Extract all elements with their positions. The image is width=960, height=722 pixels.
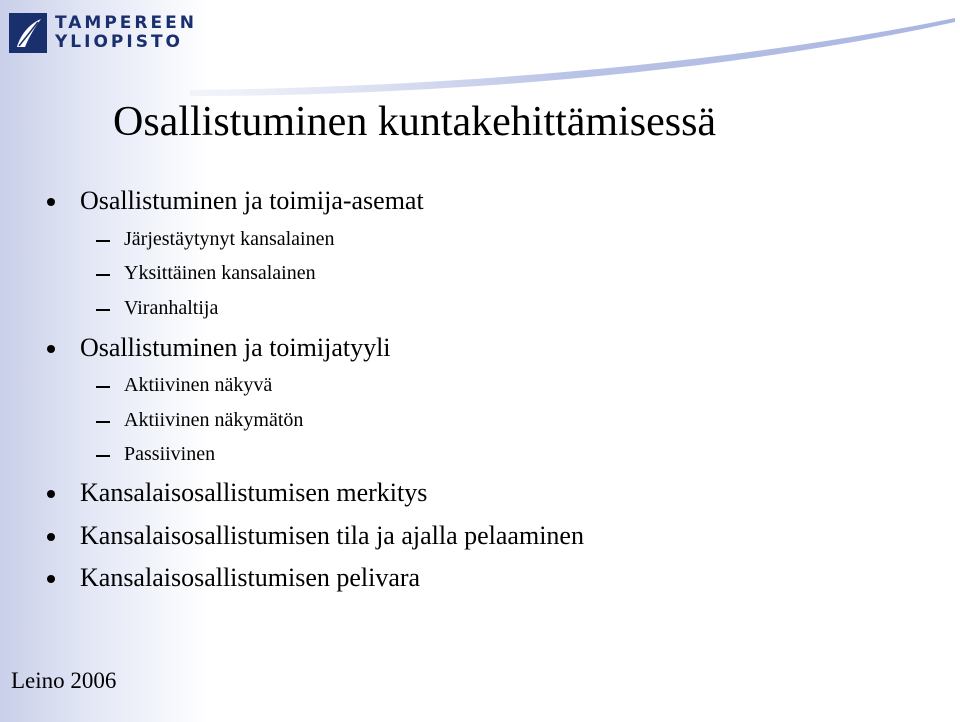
slide-title: Osallistuminen kuntakehittämisessä xyxy=(113,99,717,145)
dash-icon xyxy=(96,240,110,242)
bullet-dot-icon xyxy=(47,575,55,583)
sub-text: Aktiivinen näkyvä xyxy=(124,374,273,396)
bullet-text: Osallistuminen ja toimija-asemat xyxy=(80,186,424,215)
bullet-dot-icon xyxy=(47,490,55,498)
sub-text: Viranhaltija xyxy=(124,297,219,319)
sub-text: Aktiivinen näkymätön xyxy=(124,409,304,431)
dash-icon xyxy=(96,455,110,457)
sub-text: Järjestäytynyt kansalainen xyxy=(124,228,335,250)
dash-icon xyxy=(96,309,110,311)
bullet-dot-icon xyxy=(47,533,55,541)
bullet-text: Kansalaisosallistumisen tila ja ajalla pelaaminen xyxy=(80,521,584,550)
dash-icon xyxy=(96,386,110,388)
bullet-text: Osallistuminen ja toimijatyyli xyxy=(80,333,391,362)
university-logo xyxy=(9,13,197,53)
logo-line-1: TAMPEREEN xyxy=(55,13,197,33)
sub-text: Yksittäinen kansalainen xyxy=(124,262,316,284)
footer-citation: Leino 2006 xyxy=(11,668,117,693)
bullet-text: Kansalaisosallistumisen pelivara xyxy=(80,563,421,592)
logo-line-2: YLIOPISTO xyxy=(55,32,183,52)
bullet-dot-icon xyxy=(47,198,55,206)
dash-icon xyxy=(96,274,110,276)
sub-text: Passiivinen xyxy=(124,443,216,465)
dash-icon xyxy=(96,421,110,423)
logo-wordmark xyxy=(55,14,197,52)
bullet-text: Kansalaisosallistumisen merkitys xyxy=(80,478,428,507)
bullet-dot-icon xyxy=(47,345,55,353)
leaf-logo-icon xyxy=(9,13,47,53)
